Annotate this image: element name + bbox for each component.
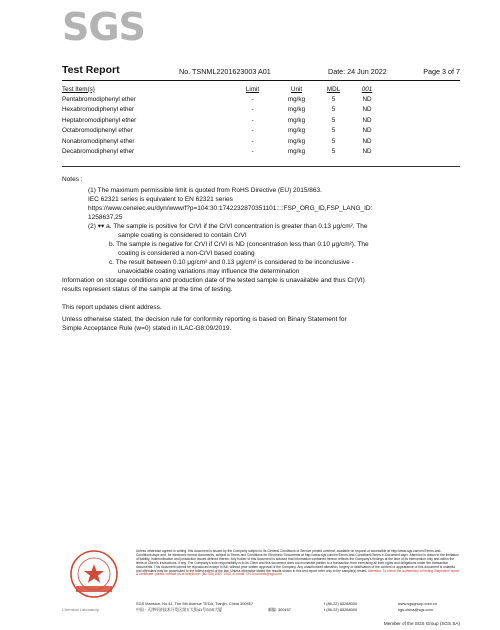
report-title: Test Report (62, 64, 120, 76)
inspection-seal-icon (62, 548, 126, 602)
sgs-logo: SGS (62, 5, 145, 49)
cell-limit: - (251, 137, 254, 145)
cell-result: ND (362, 148, 372, 156)
cell-limit: - (251, 106, 254, 114)
decision-rule: Unless otherwise stated, the decision rule for conformity reporting is based on Binary Statement for (62, 316, 347, 323)
cell-result: ND (362, 127, 372, 135)
page-number: Page 3 of 7 (423, 67, 460, 76)
cell-result: ND (362, 96, 372, 104)
legal-disclaimer (136, 550, 460, 577)
cell-limit: - (251, 148, 254, 156)
cell-mdl: 5 (331, 106, 336, 114)
website-link[interactable]: www.sgsgroup.com.cn (398, 601, 437, 606)
cell-test-item: Nonabromodiphenyl ether (62, 137, 135, 145)
table-row (62, 94, 385, 104)
note-2b: b. The sample is negative for CrVI if CrVI is ND (concentration less than 0.10 μg/cm²). The (109, 241, 369, 248)
update-note: This report updates client address. (62, 304, 162, 311)
note-1: (1) The maximum permissible limit is quoted from RoHS Directive (EU) 2015/863. (88, 187, 322, 194)
cell-result: ND (362, 137, 372, 145)
note-1-url: https://www.cenelec.eu/dyn/www/f?p=104:30:1742232870351101::::FSP_ORG_ID,FSP_LANG_ID: (88, 205, 373, 212)
cell-unit: mg/kg (287, 148, 306, 156)
col-header-sample-001: 001 (361, 85, 373, 93)
table-row (62, 105, 385, 115)
note-2c-cont: unavoidable coating variations may influence the determination (118, 268, 300, 275)
notes-section (62, 175, 460, 333)
note-1-iec: IEC 62321 series is equivalent to EN 62321 series (88, 196, 233, 203)
cell-result: ND (362, 116, 372, 124)
cell-test-item: Decabromodiphenyl ether (62, 148, 135, 156)
table-row (62, 115, 385, 125)
legal-text: Unless otherwise agreed in writing, this document is issued by the Company subject to its General Conditions of Service printed overleaf, available on request or accessible at http://www.sgs.com/en/Terms-and-Conditions.aspx and, for electronic format documents, subject to Terms and Conditions for Electronic Documents at http://www.sgs.com/en/Terms-and-Conditions/Terms-e-Document.aspx. Attention is drawn to the limitation of liability, indemnification and jurisdiction issues defined therein. Any holder of this document is advised that information contained hereon reflects the Company's findings at the time of its intervention only and within the limits of Client's instructions, if any. The Company's sole responsibility is to its Client and this document does not exonerate parties to a transaction from exercising all their rights and obligations under the transaction documents. This document cannot be reproduced except in full, without prior written approval of the Company. Any unauthorized alteration, forgery or falsification of the content or appearance of this document is unlawful and offenders may be prosecuted to the fullest extent of the law. Unless otherwise stated the results shown in this test report refer only to the sample(s) tested. (136, 549, 459, 573)
report-number: No. TSNML2201623003 A01 (179, 67, 271, 76)
cell-unit: mg/kg (287, 96, 306, 104)
cell-limit: - (251, 127, 254, 135)
email-link[interactable]: sgs.china@sgs.com (398, 607, 433, 612)
phone-en: t (86-22) 65288000 (324, 601, 358, 606)
cell-unit: mg/kg (287, 106, 306, 114)
table-row (62, 136, 385, 146)
col-header-mdl: MDL (326, 85, 341, 93)
cell-test-item: Pentabromodiphenyl ether (62, 96, 136, 104)
cell-mdl: 5 (331, 96, 336, 104)
cell-unit: mg/kg (287, 127, 306, 135)
header-divider (62, 80, 460, 81)
note-2b-cont: coating is considered a non-CrVI based coating (118, 250, 255, 257)
col-header-limit: Limit (245, 85, 260, 93)
note-2c: c. The result between 0.10 μg/cm² and 0.13 μg/cm² is considered to be inconclusive - (109, 259, 354, 266)
cell-limit: - (251, 116, 254, 124)
sgs-group-member: Member of the SGS Group (SGS SA) (383, 621, 460, 626)
cell-mdl: 5 (331, 137, 336, 145)
storage-info: Information on storage conditions and production date of the tested sample is unavailable and thus Cr(VI) (62, 277, 365, 284)
cell-mdl: 5 (331, 127, 336, 135)
notes-label: Notes : (62, 176, 83, 183)
results-table (62, 84, 385, 157)
col-header-test-item: Test Item(s) (62, 85, 95, 93)
address-en: SGS Mansion, No.41, The 5th Avenue TEDA, Tianjin, China 300457 (136, 601, 254, 606)
note-1-url-cont: 1258637,25 (88, 214, 123, 221)
cell-unit: mg/kg (287, 116, 306, 124)
table-header-row (62, 84, 385, 94)
address-cn: 中国 · 天津经济技术开发区第五大街41号SGS大厦 (136, 607, 223, 612)
cell-test-item: Heptabromodiphenyl ether (62, 116, 137, 124)
cell-test-item: Octabromodiphenyl ether (62, 127, 133, 135)
cell-mdl: 5 (331, 116, 336, 124)
phone-cn: t (86-22) 65288000 (324, 607, 358, 612)
cell-test-item: Hexabromodiphenyl ether (62, 106, 135, 114)
cell-unit: mg/kg (287, 137, 306, 145)
authenticity-notice: Attention: To check the authenticity of testing /inspection report & certificate, please contact us at telephone: (86-755) 8307 1443, or email: CN.Doccheck@sgs.com (136, 568, 460, 577)
table-divider (62, 166, 460, 167)
page-footer (62, 548, 460, 620)
col-header-unit: Unit (290, 85, 303, 93)
table-row (62, 146, 385, 156)
chemical-laboratory-label: Chemical Laboratory (62, 607, 99, 612)
cell-result: ND (362, 106, 372, 114)
cell-mdl: 5 (331, 148, 336, 156)
decision-rule-cont: Simple Acceptance Rule (w=0) stated in ILAC-G8:09/2019. (62, 325, 232, 332)
postcode-cn: 邮编: 300457 (268, 607, 291, 612)
note-2a: (2) ▾▾ a. The sample is positive for CrVI if the CrVI concentration is greater than 0.13 μg/cm². The (88, 223, 368, 230)
report-date: Date: 24 Jun 2022 (328, 67, 387, 76)
table-row (62, 126, 385, 136)
report-header (62, 66, 460, 80)
storage-info-cont: results represent status of the sample at the time of testing. (62, 286, 233, 293)
cell-limit: - (251, 96, 254, 104)
note-2a-cont: sample coating is considered to contain CrVI (118, 232, 247, 239)
